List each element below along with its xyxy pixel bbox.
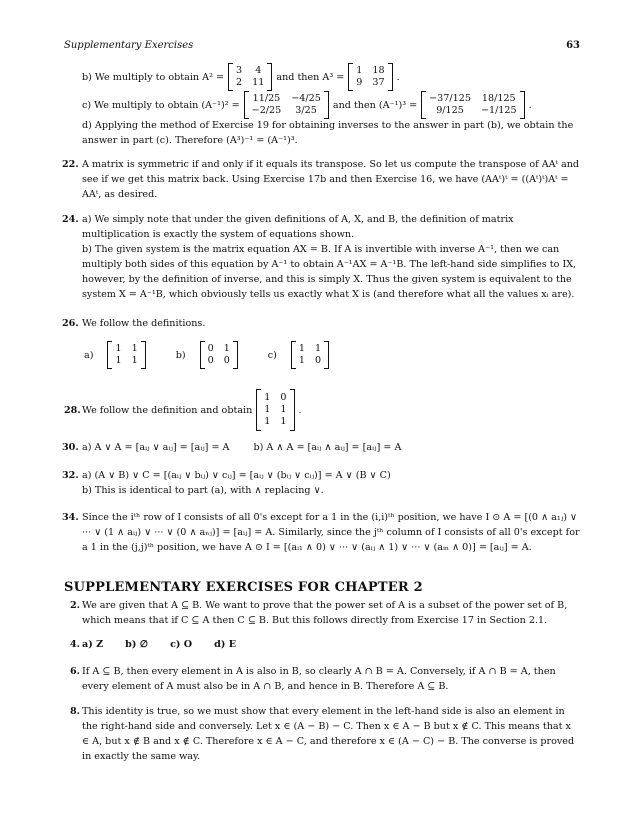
exercise-s4-b: b) ∅ — [125, 639, 149, 650]
exercise-22-text: A matrix is symmetric if and only if it equals its transpose. So let us compute the transpose of AAᵗ and see if we get this matrix back. Using Exercise 17b and then Exercise 16, we have (AAᵗ)ᵗ = ((Aᵗ)ᵗ)Aᵗ = AAᵗ, as desired. — [82, 159, 580, 200]
exercise-s8-text: This identity is true, so we must show that every element in the left-hand side is also an element in the right-hand side and conversely. Let x ∈ (A − B) − C. Then x ∈ A − B but x ∉ C. This means that x ∈ A, but x ∉ B and x ∉ C. Therefore x ∈ A − C, and therefore x ∈ (A − C) − B. The converse is proved in exactly the same way. — [82, 706, 575, 762]
matrix-26c: 1 1 1 0 — [291, 341, 329, 369]
exercise-s2 — [64, 598, 580, 628]
exercise-21-b: b) We multiply to obtain A² = 3 4 2 11 and then A³ = 1 18 9 37 . — [64, 63, 598, 91]
exercise-30 — [64, 440, 580, 455]
exercise-number: 24. — [62, 214, 79, 225]
page-number: 63 — [566, 40, 580, 51]
exercise-32-a: a) (A ∨ B) ∨ C = [(aᵢⱼ ∨ bᵢⱼ) ∨ cᵢⱼ] = [aᵢⱼ ∨ (bᵢⱼ ∨ cᵢⱼ)] = A ∨ (B ∨ C) — [82, 470, 391, 481]
exercise-number: 34. — [62, 512, 79, 523]
part-b-label: b) — [175, 349, 186, 361]
exercise-number: 26. — [62, 318, 79, 329]
part-a-label: a) — [84, 349, 94, 361]
exercise-30-b: b) A ∧ A = [aᵢⱼ ∧ aᵢⱼ] = [aᵢⱼ] = A — [253, 442, 402, 453]
exercise-s4 — [64, 637, 580, 652]
exercise-number: 6. — [70, 666, 81, 677]
exercise-24-a: a) We simply note that under the given definitions of A, X, and B, the definition of matrix multiplication is exactly the system of equations shown. — [82, 214, 514, 240]
ex21-b-text: b) We multiply to obtain A² = — [82, 71, 225, 83]
exercise-28: 28. We follow the definition and obtain 1 0 1 1 1 1 . — [64, 389, 580, 431]
matrix-Ainv3: −37/125 18/125 9/125 −1/125 — [421, 91, 524, 119]
part-c-label: c) — [267, 349, 277, 361]
exercise-number: 32. — [62, 470, 79, 481]
matrix-A3: 1 18 9 37 — [348, 63, 392, 91]
exercise-30-a: a) A ∨ A = [aᵢⱼ ∨ aᵢⱼ] = [aᵢⱼ] = A — [82, 442, 230, 453]
exercise-26-matrices — [84, 341, 600, 369]
exercise-21-d: d) Applying the method of Exercise 19 for obtaining inverses to the answer in part (b), we obtain the answer in part (c). Therefore (A³)⁻¹ = (A⁻¹)³. — [82, 120, 574, 146]
ex21-c-text: c) We multiply to obtain (A⁻¹)² = — [82, 99, 240, 111]
exercise-26 — [64, 316, 580, 331]
exercise-s4-d: d) E — [214, 639, 237, 650]
matrix-28: 1 0 1 1 1 1 — [256, 389, 294, 431]
exercise-number: 22. — [62, 159, 79, 170]
exercise-24 — [64, 212, 580, 302]
matrix-26b: 0 1 0 0 — [200, 341, 238, 369]
exercise-32-b: b) This is identical to part (a), with ∧ replacing ∨. — [82, 485, 324, 496]
ex21-b-mid: and then A³ = — [276, 71, 345, 83]
exercise-number: 28. — [64, 404, 81, 416]
exercise-21-c: c) We multiply to obtain (A⁻¹)² = 11/25 −4/25 −2/25 3/25 and then (A⁻¹)³ = −37/125 18/125 9/125 −1/125 . — [64, 91, 598, 119]
exercise-s6 — [64, 664, 580, 694]
exercise-24-b: b) The given system is the matrix equation AX = B. If A is invertible with inverse A⁻¹, then we can multiply both sides of this equation by A⁻¹ to obtain A⁻¹AX = A⁻¹B. The left-hand side simplifies to IX, however, by the definition of inverse, and this is simply X. Thus the given system is equivalent to the system X = A⁻¹B, which obviously tells us exactly what X is (and therefore what all the values xᵢ are). — [82, 244, 577, 300]
matrix-26a: 1 1 1 1 — [107, 341, 145, 369]
exercise-26-text: We follow the definitions. — [82, 318, 206, 329]
exercise-34 — [64, 510, 580, 555]
exercise-28-text: We follow the definition and obtain — [82, 404, 253, 416]
matrix-Ainv2: 11/25 −4/25 −2/25 3/25 — [244, 91, 329, 119]
exercise-number: 2. — [70, 600, 81, 611]
header-title: Supplementary Exercises — [64, 40, 194, 51]
ex21-c-mid: and then (A⁻¹)³ = — [332, 99, 418, 111]
exercise-number: 30. — [62, 442, 79, 453]
exercise-s8 — [64, 704, 580, 764]
exercise-s6-text: If A ⊆ B, then every element in A is also in B, so clearly A ∩ B = A. Conversely, if A ∩ B = A, then every element of A must also be in A ∩ B, and hence in B. Therefore A ⊆ B. — [82, 666, 556, 692]
section-heading: SUPPLEMENTARY EXERCISES FOR CHAPTER 2 — [64, 580, 423, 595]
exercise-number: 8. — [70, 706, 81, 717]
exercise-s4-c: c) O — [170, 639, 193, 650]
exercise-s2-text: We are given that A ⊆ B. We want to prove that the power set of A is a subset of the power set of B, which means that if C ⊆ A then C ⊆ B. But this follows directly from Exercise 17 in Section 2.1. — [82, 600, 568, 626]
exercise-32 — [64, 468, 580, 498]
running-header — [64, 40, 580, 51]
matrix-A2: 3 4 2 11 — [228, 63, 272, 91]
exercise-s4-a: a) Z — [82, 639, 104, 650]
exercise-22 — [64, 157, 580, 202]
exercise-34-text: Since the iᵗʰ row of I consists of all 0's except for a 1 in the (i,i)ᵗʰ position, we have I ⊙ A = [(0 ∧ a₁ⱼ) ∨ ··· ∨ (1 ∧ aᵢⱼ) ∨ ··· ∨ (0 ∧ aₙⱼ)] = [aᵢⱼ] = A. Similarly, since the jᵗʰ column of I consists of all 0's except for a 1 in the (j,j)ᵗʰ position, we have A ⊙ I = [(aᵢ₁ ∧ 0) ∨ ··· ∨ (aᵢⱼ ∧ 1) ∨ ··· ∨ (aᵢₙ ∧ 0)] = [aᵢⱼ] = A. — [82, 512, 580, 553]
exercise-number: 4. — [70, 639, 81, 650]
